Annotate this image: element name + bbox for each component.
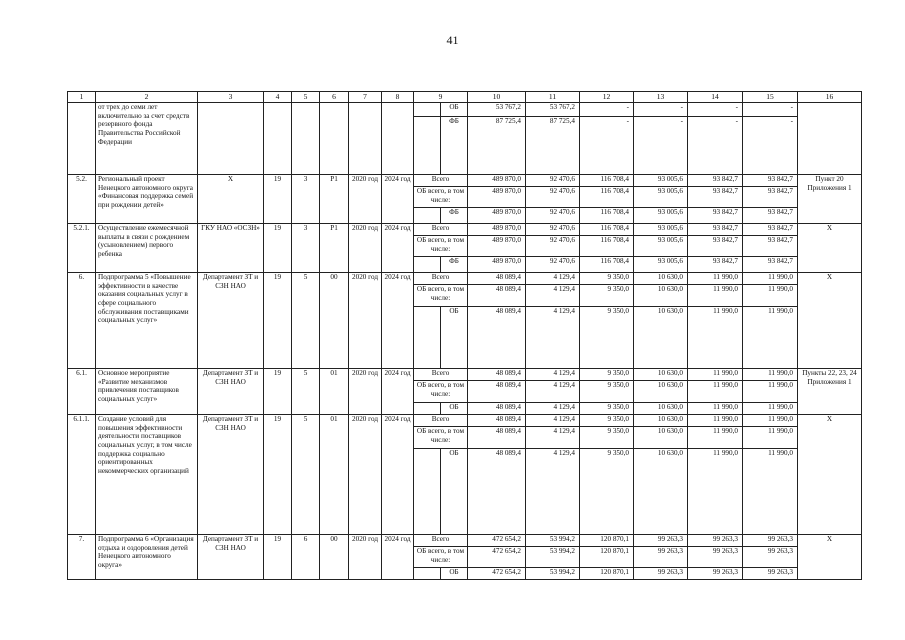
value-cell: - (580, 103, 634, 117)
header-cell-14: 14 (688, 92, 743, 103)
table-row (68, 103, 862, 117)
row-end-year: 2024 год (382, 535, 414, 580)
row-code-5: 6 (292, 535, 320, 580)
value-cell: 93 005,6 (634, 236, 688, 257)
source-label: ОБ всего, в том числе: (414, 427, 468, 449)
value-cell: 93 005,6 (634, 208, 688, 224)
value-cell: 11 990,0 (743, 403, 798, 415)
value-cell: 53 994,2 (526, 568, 580, 580)
row-executor: Департамент ЗТ и СЗН НАО (198, 535, 264, 580)
value-cell: 10 630,0 (634, 449, 688, 535)
row-executor: Департамент ЗТ и СЗН НАО (198, 415, 264, 535)
source-label: ОБ всего, в том числе: (414, 285, 468, 307)
value-cell: 120 870,1 (580, 535, 634, 547)
value-cell: 4 129,4 (526, 449, 580, 535)
value-cell: 9 350,0 (580, 273, 634, 285)
source-label: ОБ (441, 568, 468, 580)
value-cell: - (634, 117, 688, 175)
value-cell: 11 990,0 (688, 307, 743, 369)
row-executor: Департамент ЗТ и СЗН НАО (198, 369, 264, 415)
value-cell: 116 708,4 (580, 175, 634, 187)
value-cell: 93 005,6 (634, 175, 688, 187)
row-end-year: 2024 год (382, 175, 414, 224)
table-row (68, 224, 862, 236)
source-label: ФБ (441, 257, 468, 273)
value-cell: 92 470,6 (526, 175, 580, 187)
row-code-6: 00 (320, 535, 349, 580)
source-spacer (414, 449, 441, 535)
source-label: ОБ (441, 103, 468, 117)
value-cell: 10 630,0 (634, 381, 688, 403)
program-table (67, 91, 862, 580)
value-cell: 48 089,4 (468, 381, 526, 403)
value-cell: 93 842,7 (743, 175, 798, 187)
row-code-6: 01 (320, 369, 349, 415)
value-cell: 11 990,0 (688, 285, 743, 307)
value-cell: 11 990,0 (688, 403, 743, 415)
value-cell: 11 990,0 (743, 369, 798, 381)
value-cell: 11 990,0 (743, 427, 798, 449)
table-row (68, 535, 862, 547)
row-executor: ГКУ НАО «ОСЗН» (198, 224, 264, 273)
header-cell-10: 10 (468, 92, 526, 103)
row-name: Подпрограмма 5 «Повышение эффективности в качестве оказания социальных услуг в сфере социального обслуживания поставщиками социальных услуг» (96, 273, 198, 369)
value-cell: 4 129,4 (526, 273, 580, 285)
row-code-6: Р1 (320, 224, 349, 273)
row-code-4: 19 (264, 273, 292, 369)
source-label: ОБ (441, 403, 468, 415)
value-cell: 116 708,4 (580, 224, 634, 236)
source-label: ОБ всего, в том числе: (414, 187, 468, 208)
value-cell: 93 842,7 (743, 236, 798, 257)
value-cell: - (688, 103, 743, 117)
value-cell: - (634, 103, 688, 117)
row-start-year: 2020 год (349, 224, 382, 273)
source-label: Всего (414, 369, 468, 381)
header-cell-6: 6 (320, 92, 349, 103)
value-cell: 92 470,6 (526, 208, 580, 224)
value-cell: 92 470,6 (526, 187, 580, 208)
value-cell: 99 263,3 (634, 535, 688, 547)
value-cell: - (688, 117, 743, 175)
value-cell: 99 263,3 (688, 535, 743, 547)
value-cell: 48 089,4 (468, 273, 526, 285)
table-row (68, 415, 862, 427)
value-cell: 93 005,6 (634, 224, 688, 236)
header-row (68, 92, 862, 103)
source-label: Всего (414, 535, 468, 547)
row-name: Подпрограмма 6 «Организация отдыха и оздоровления детей Ненецкого автономного округа» (96, 535, 198, 580)
source-label: Всего (414, 273, 468, 285)
value-cell: 10 630,0 (634, 273, 688, 285)
row-start-year (349, 103, 382, 175)
value-cell: 10 630,0 (634, 285, 688, 307)
value-cell: 48 089,4 (468, 415, 526, 427)
row-code-4: 19 (264, 415, 292, 535)
row-code-6: Р1 (320, 175, 349, 224)
source-label: ОБ всего, в том числе: (414, 547, 468, 568)
value-cell: 489 870,0 (468, 224, 526, 236)
table-row (68, 175, 862, 187)
row-code-5: 3 (292, 175, 320, 224)
value-cell: 116 708,4 (580, 187, 634, 208)
value-cell: 93 842,7 (688, 236, 743, 257)
value-cell: 4 129,4 (526, 403, 580, 415)
row-code-5: 3 (292, 224, 320, 273)
row-start-year: 2020 год (349, 535, 382, 580)
value-cell: 9 350,0 (580, 427, 634, 449)
value-cell: 92 470,6 (526, 236, 580, 257)
value-cell: 53 994,2 (526, 535, 580, 547)
table-row (68, 273, 862, 285)
value-cell: 116 708,4 (580, 208, 634, 224)
value-cell: 10 630,0 (634, 427, 688, 449)
row-start-year: 2020 год (349, 415, 382, 535)
value-cell: 489 870,0 (468, 175, 526, 187)
value-cell: 489 870,0 (468, 208, 526, 224)
row-number: 6.1. (68, 369, 96, 415)
value-cell: 10 630,0 (634, 415, 688, 427)
row-end-year (382, 103, 414, 175)
header-cell-5: 5 (292, 92, 320, 103)
row-code-4: 19 (264, 224, 292, 273)
row-name: от трех до семи лет включительно за счет средств резервного фонда Правительства Российской Федерации (96, 103, 198, 175)
source-spacer (414, 117, 441, 175)
row-end-year: 2024 год (382, 415, 414, 535)
header-cell-9: 9 (414, 92, 468, 103)
row-start-year: 2020 год (349, 175, 382, 224)
row-note: Х (798, 535, 862, 580)
value-cell: 93 842,7 (743, 187, 798, 208)
row-end-year: 2024 год (382, 369, 414, 415)
source-label: ФБ (441, 117, 468, 175)
value-cell: 93 842,7 (743, 208, 798, 224)
value-cell: 93 842,7 (688, 175, 743, 187)
page-number: 41 (446, 33, 459, 47)
row-code-5: 5 (292, 415, 320, 535)
value-cell: 116 708,4 (580, 257, 634, 273)
header-cell-13: 13 (634, 92, 688, 103)
row-start-year: 2020 год (349, 369, 382, 415)
value-cell: 9 350,0 (580, 449, 634, 535)
value-cell: 10 630,0 (634, 307, 688, 369)
value-cell: 4 129,4 (526, 285, 580, 307)
value-cell: 93 842,7 (688, 257, 743, 273)
value-cell: 48 089,4 (468, 285, 526, 307)
row-name: Создание условий для повышения эффективности деятельности поставщиков социальных услуг, в том числе поддержка социально ориентированных некоммерческих организаций (96, 415, 198, 535)
row-note: Х (798, 273, 862, 369)
source-label: Всего (414, 224, 468, 236)
value-cell: 99 263,3 (743, 568, 798, 580)
row-number: 6.1.1. (68, 415, 96, 535)
value-cell: 93 842,7 (688, 224, 743, 236)
value-cell: 9 350,0 (580, 285, 634, 307)
header-cell-12: 12 (580, 92, 634, 103)
value-cell: 99 263,3 (743, 535, 798, 547)
value-cell: 11 990,0 (688, 369, 743, 381)
value-cell: 11 990,0 (688, 273, 743, 285)
value-cell: 11 990,0 (743, 307, 798, 369)
value-cell: 116 708,4 (580, 236, 634, 257)
value-cell: 92 470,6 (526, 224, 580, 236)
value-cell: 99 263,3 (634, 568, 688, 580)
row-note: Пункты 22, 23, 24 Приложения 1 (798, 369, 862, 415)
value-cell: 4 129,4 (526, 427, 580, 449)
value-cell: 11 990,0 (688, 415, 743, 427)
header-cell-15: 15 (743, 92, 798, 103)
value-cell: 48 089,4 (468, 427, 526, 449)
value-cell: 48 089,4 (468, 307, 526, 369)
source-spacer (414, 568, 441, 580)
value-cell: 9 350,0 (580, 369, 634, 381)
row-start-year: 2020 год (349, 273, 382, 369)
value-cell: 10 630,0 (634, 403, 688, 415)
source-label: ОБ всего, в том числе: (414, 381, 468, 403)
row-note: Пункт 20 Приложения 1 (798, 175, 862, 224)
row-executor (198, 103, 264, 175)
row-code-6: 00 (320, 273, 349, 369)
source-spacer (414, 307, 441, 369)
value-cell: 93 005,6 (634, 187, 688, 208)
row-code-6: 01 (320, 415, 349, 535)
header-cell-11: 11 (526, 92, 580, 103)
header-cell-1: 1 (68, 92, 96, 103)
value-cell: 489 870,0 (468, 236, 526, 257)
row-note: Х (798, 224, 862, 273)
value-cell: 11 990,0 (743, 381, 798, 403)
row-code-4: 19 (264, 369, 292, 415)
value-cell: 11 990,0 (688, 449, 743, 535)
source-label: ОБ (441, 307, 468, 369)
row-number: 6. (68, 273, 96, 369)
value-cell: 9 350,0 (580, 381, 634, 403)
value-cell: 99 263,3 (743, 547, 798, 568)
value-cell: 53 994,2 (526, 547, 580, 568)
value-cell: 99 263,3 (688, 547, 743, 568)
source-spacer (414, 403, 441, 415)
value-cell: 87 725,4 (526, 117, 580, 175)
value-cell: 93 842,7 (688, 187, 743, 208)
source-label: Всего (414, 415, 468, 427)
value-cell: 93 842,7 (743, 257, 798, 273)
table-row (68, 369, 862, 381)
row-name: Осуществление ежемесячной выплаты в связи с рождением (усыновлением) первого ребенка (96, 224, 198, 273)
value-cell: 10 630,0 (634, 369, 688, 381)
value-cell: 489 870,0 (468, 187, 526, 208)
value-cell: 92 470,6 (526, 257, 580, 273)
value-cell: 11 990,0 (743, 285, 798, 307)
row-code-4: 19 (264, 535, 292, 580)
value-cell: 120 870,1 (580, 547, 634, 568)
row-code-5: 5 (292, 273, 320, 369)
source-label: ОБ всего, в том числе: (414, 236, 468, 257)
row-end-year: 2024 год (382, 224, 414, 273)
row-code-4: 19 (264, 175, 292, 224)
value-cell: 11 990,0 (743, 273, 798, 285)
header-cell-7: 7 (349, 92, 382, 103)
value-cell: 9 350,0 (580, 415, 634, 427)
row-code-4 (264, 103, 292, 175)
source-label: ОБ (441, 449, 468, 535)
value-cell: 4 129,4 (526, 307, 580, 369)
value-cell: 11 990,0 (688, 381, 743, 403)
row-number: 5.2.1. (68, 224, 96, 273)
row-end-year: 2024 год (382, 273, 414, 369)
value-cell: 99 263,3 (688, 568, 743, 580)
value-cell: 93 005,6 (634, 257, 688, 273)
value-cell: 11 990,0 (743, 449, 798, 535)
value-cell: 93 842,7 (688, 208, 743, 224)
value-cell: 472 654,2 (468, 535, 526, 547)
value-cell: 489 870,0 (468, 257, 526, 273)
header-cell-4: 4 (264, 92, 292, 103)
value-cell: - (743, 117, 798, 175)
source-spacer (414, 103, 441, 117)
row-number: 5.2. (68, 175, 96, 224)
value-cell: 472 654,2 (468, 568, 526, 580)
header-cell-3: 3 (198, 92, 264, 103)
source-label: ФБ (441, 208, 468, 224)
value-cell: 4 129,4 (526, 381, 580, 403)
row-name: Региональный проект Ненецкого автономного округа «Финансовая поддержка семей при рождении детей» (96, 175, 198, 224)
row-code-5: 5 (292, 369, 320, 415)
value-cell: 48 089,4 (468, 403, 526, 415)
source-spacer (414, 208, 441, 224)
header-cell-16: 16 (798, 92, 862, 103)
value-cell: 472 654,2 (468, 547, 526, 568)
row-code-5 (292, 103, 320, 175)
value-cell: 11 990,0 (743, 415, 798, 427)
value-cell: 87 725,4 (468, 117, 526, 175)
row-name: Основное мероприятие «Развитие механизмов привлечения поставщиков социальных услуг» (96, 369, 198, 415)
row-executor: Департамент ЗТ и СЗН НАО (198, 273, 264, 369)
value-cell: 4 129,4 (526, 415, 580, 427)
row-note (798, 103, 862, 175)
value-cell: - (580, 117, 634, 175)
value-cell: 53 767,2 (526, 103, 580, 117)
header-cell-2: 2 (96, 92, 198, 103)
value-cell: 11 990,0 (688, 427, 743, 449)
source-label: Всего (414, 175, 468, 187)
row-number: 7. (68, 535, 96, 580)
value-cell: - (743, 103, 798, 117)
value-cell: 4 129,4 (526, 369, 580, 381)
value-cell: 53 767,2 (468, 103, 526, 117)
header-cell-8: 8 (382, 92, 414, 103)
row-code-6 (320, 103, 349, 175)
row-executor: Х (198, 175, 264, 224)
value-cell: 9 350,0 (580, 403, 634, 415)
value-cell: 93 842,7 (743, 224, 798, 236)
value-cell: 48 089,4 (468, 449, 526, 535)
value-cell: 9 350,0 (580, 307, 634, 369)
source-spacer (414, 257, 441, 273)
row-number (68, 103, 96, 175)
value-cell: 48 089,4 (468, 369, 526, 381)
row-note: Х (798, 415, 862, 535)
value-cell: 99 263,3 (634, 547, 688, 568)
value-cell: 120 870,1 (580, 568, 634, 580)
